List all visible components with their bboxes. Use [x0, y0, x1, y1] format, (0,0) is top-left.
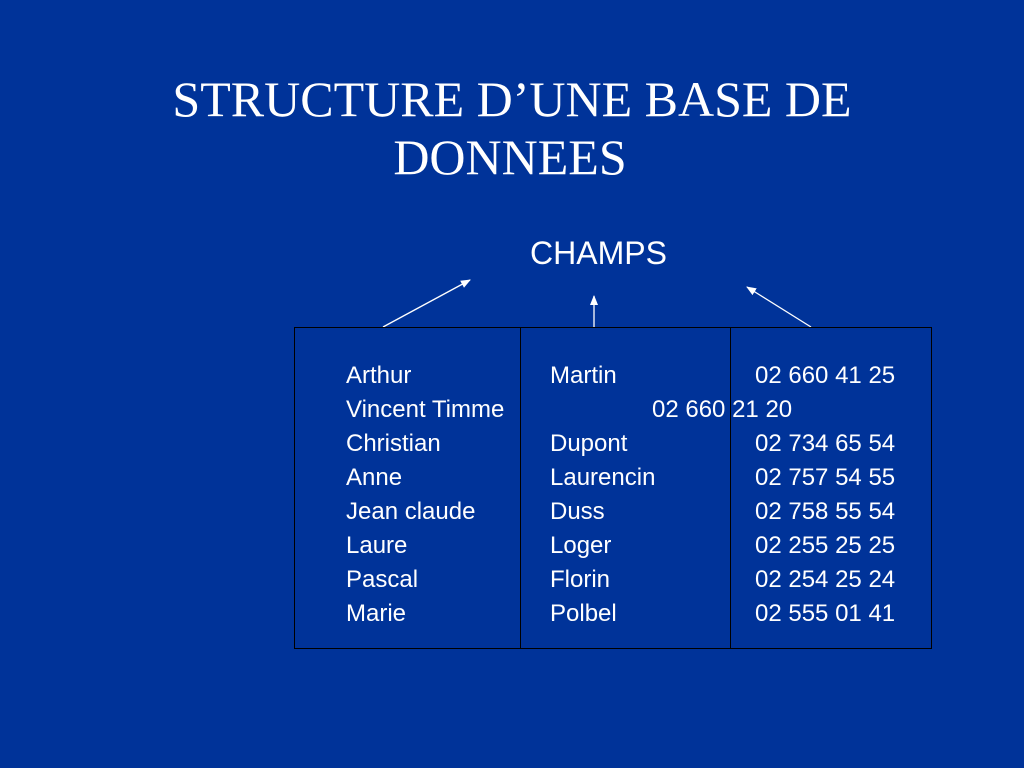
- cell-phone: 02 758 55 54: [755, 498, 896, 525]
- cell-phone: 02 757 54 55: [755, 464, 896, 491]
- cell-phone: 02 734 65 54: [755, 430, 896, 457]
- cell-last-name: Duss: [550, 498, 605, 525]
- cell-phone: 02 660 21 20: [652, 396, 793, 423]
- champs-label: CHAMPS: [530, 235, 667, 271]
- cell-phone: 02 555 01 41: [755, 600, 896, 627]
- cell-first-name: Pascal: [346, 566, 419, 593]
- cell-first-name: Jean claude: [346, 498, 476, 525]
- cell-first-name: Vincent Timme: [346, 396, 505, 423]
- arrow-right: [747, 287, 811, 327]
- cell-last-name: Florin: [550, 566, 611, 593]
- title-line-1: STRUCTURE D’UNE BASE DE: [172, 71, 852, 127]
- cell-first-name: Laure: [346, 532, 408, 559]
- cell-phone: 02 660 41 25: [755, 362, 896, 389]
- cell-first-name: Christian: [346, 430, 441, 457]
- cell-first-name: Marie: [346, 600, 407, 627]
- cell-first-name: Anne: [346, 464, 403, 491]
- cell-last-name: Dupont: [550, 430, 628, 457]
- cell-last-name: Polbel: [550, 600, 617, 627]
- cell-phone: 02 254 25 24: [755, 566, 896, 593]
- cell-last-name: Martin: [550, 362, 617, 389]
- cell-last-name: Laurencin: [550, 464, 656, 491]
- cell-phone: 02 255 25 25: [755, 532, 896, 559]
- title-line-2: DONNEES: [393, 129, 627, 185]
- cell-last-name: Loger: [550, 532, 612, 559]
- arrow-left: [383, 280, 470, 327]
- cell-first-name: Arthur: [346, 362, 412, 389]
